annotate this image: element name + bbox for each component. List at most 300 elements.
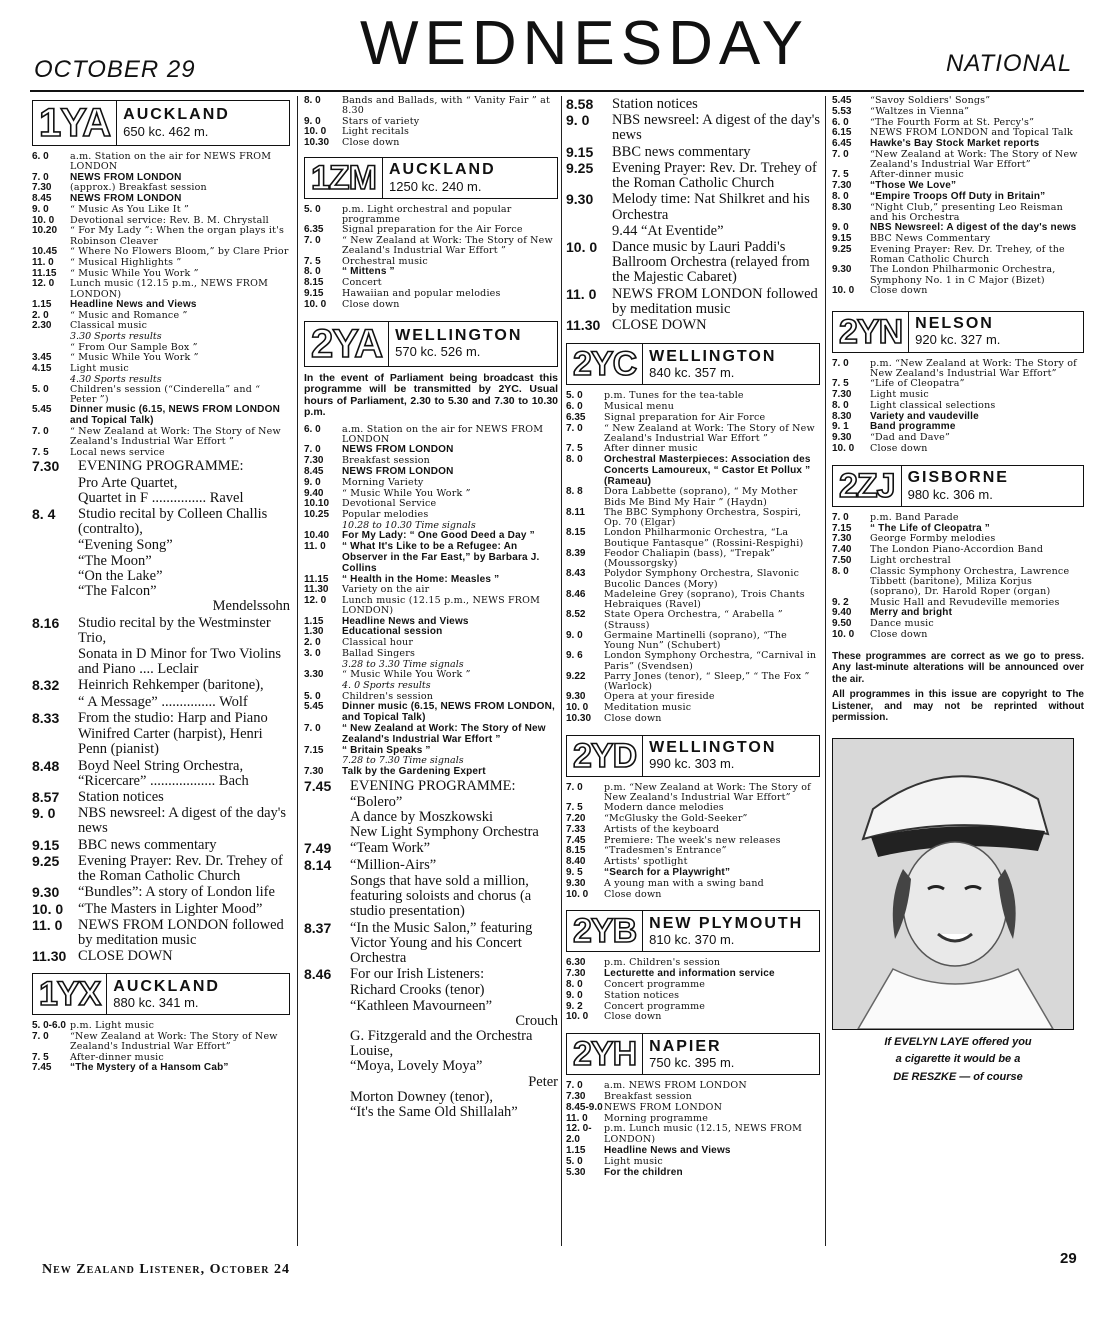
programme-time: 8. 8 (566, 486, 583, 498)
programme-title: “Tradesmen's Entrance” (604, 845, 727, 857)
programme-time: 8.40 (566, 856, 586, 868)
programme-list (304, 205, 558, 311)
programme-list (32, 1021, 290, 1074)
page-number: 29 (1060, 1250, 1077, 1267)
programme-title: “Empire Troops Off Duty in Britain” (870, 191, 1046, 203)
programme-list (832, 513, 1084, 641)
programme-time: 6. 0 (32, 151, 49, 162)
programme-detail: 10.28 to 10.30 Time signals (342, 519, 476, 531)
programme-title: Variety and vaudeville (870, 410, 979, 422)
programme-row (304, 596, 558, 617)
programme-title: Signal preparation for Air Force (604, 411, 766, 423)
programme-title: “Life of Cleopatra” (870, 378, 965, 390)
programme-row (566, 113, 820, 143)
programme-time: 9.25 (566, 159, 594, 176)
programme-title: Signal preparation for the Air Force (342, 224, 523, 236)
programme-title: “Team Work” (350, 840, 431, 857)
programme-title: Educational session (342, 626, 443, 638)
programme-time: 10.10 (304, 498, 330, 510)
programme-detail: G. Fitzgerald and the Orchestra Louise, (350, 1028, 533, 1060)
programme-time: 9.50 (832, 618, 852, 630)
programme-title: “ The Life of Cleopatra ” (870, 522, 991, 534)
programme-row (32, 1063, 290, 1074)
programme-time: 8.15 (304, 277, 324, 289)
programme-title: Station notices (78, 788, 164, 805)
station-banner-1zm (304, 157, 558, 199)
programme-time: 8.30 (832, 201, 852, 213)
programme-time: 9. 0 (566, 629, 583, 641)
programme-title: Dinner music (6.15, NEWS FROM LONDON, and Topical Talk) (342, 701, 555, 724)
programme-detail: “Bolero” (350, 793, 403, 810)
programme-title: BBC news commentary (78, 836, 217, 853)
programme-time: 1.15 (32, 298, 52, 310)
programme-row (566, 1168, 820, 1179)
press-disclaimer: These programmes are correct as we go to press. Any last-minute alterations will be announced over the air. (832, 650, 1084, 685)
programme-title: After dinner music (604, 443, 698, 455)
station-banner-2yc (566, 343, 820, 385)
programme-time: 9.30 (832, 432, 852, 444)
programme-row (304, 205, 558, 226)
programme-title: Heinrich Rehkemper (baritone), (78, 677, 264, 694)
station-frequency: 920 kc. 327 m. (915, 332, 1001, 348)
programme-row (832, 203, 1084, 224)
programme-row (32, 678, 290, 693)
programme-detail: “On the Lake” (78, 567, 163, 584)
programme-title: “ Britain Speaks ” (342, 744, 431, 756)
programme-list (566, 391, 820, 724)
programme-time: 9.15 (566, 143, 594, 160)
programme-title: Light classical selections (870, 399, 996, 411)
programme-time: 7. 0 (304, 444, 321, 456)
programme-time: 9. 0 (32, 805, 56, 822)
programme-title: Devotional service: Rev. B. M. Chrystall (70, 214, 269, 226)
programme-title: “Search for a Playwright” (604, 867, 731, 879)
programme-title: Breakfast session (604, 1091, 692, 1102)
programme-title: NBS Newsreel: A digest of the day's news (870, 222, 1077, 234)
programme-row (832, 359, 1084, 380)
station-callsign: 1YA (33, 101, 117, 145)
programme-time: 9. 6 (566, 650, 583, 662)
programme-title: NBS newsreel: A digest of the day's news (78, 805, 287, 837)
programme-time: 6.30 (566, 957, 586, 969)
programme-detail: A dance by Moszkowski (350, 808, 493, 825)
caption-line: DE RESZKE — of course (893, 1070, 1023, 1083)
programme-title: “ Mittens ” (342, 266, 395, 278)
station-name: AUCKLAND (123, 106, 230, 124)
programme-title: Close down (604, 1011, 662, 1023)
programme-title: Studio recital by Colleen Challis (contralto), (78, 506, 268, 538)
programme-title: Feodor Chaliapin (bass), “Trepak” (Moussorgsky) (604, 547, 776, 570)
programme-row (32, 427, 290, 448)
programme-time: 7. 5 (32, 1051, 49, 1063)
programme-time: 7.30 (832, 389, 852, 401)
footer-publication: New Zealand Listener, October 24 (42, 1262, 291, 1277)
programme-row (32, 759, 290, 789)
programme-row (304, 858, 558, 873)
programme-time: 8.15 (566, 845, 586, 857)
programme-list (566, 958, 820, 1023)
programme-title: Local news service (70, 446, 165, 458)
programme-detail: “The Falcon” (78, 583, 157, 600)
programme-time: 7. 5 (566, 802, 583, 814)
programme-title: Polydor Symphony Orchestra, Slavonic Bucolic Dances (Mory) (604, 568, 800, 590)
programme-title: Close down (342, 137, 400, 149)
programme-row (566, 528, 820, 549)
programme-row (832, 444, 1084, 455)
programme-title: “McGlusky the Gold-Seeker” (604, 813, 748, 825)
programme-title: Morning Variety (342, 476, 424, 488)
programme-detail: 3.30 Sports results (70, 331, 162, 343)
programme-time: 9. 0 (32, 203, 49, 215)
programme-time: 10. 0 (832, 628, 855, 640)
programme-title: CLOSE DOWN (78, 948, 173, 965)
programme-row (832, 567, 1084, 598)
programme-time: 10. 0 (304, 126, 327, 138)
programme-title: Modern dance melodies (604, 802, 724, 814)
programme-detail: 4. 0 Sports results (342, 680, 431, 692)
programme-time: 11. 0 (304, 541, 326, 553)
programme-title: “ From Our Sample Box ” (70, 341, 198, 353)
programme-list (32, 152, 290, 964)
programme-row (32, 152, 290, 173)
programme-time: 5. 0 (304, 203, 321, 215)
column-1 (32, 96, 290, 1074)
programme-title: Lunch music (12.15 p.m., NEWS FROM LONDON) (70, 278, 269, 300)
programme-row (566, 487, 820, 508)
programme-time: 10. 0 (304, 298, 327, 310)
programme-row (32, 711, 290, 726)
programme-time: 7.20 (566, 813, 586, 825)
programme-title: London Symphony Orchestra, “Carnival in Paris” (Svendsen) (604, 650, 817, 672)
programme-time: 9. 2 (566, 1000, 583, 1012)
programme-title: Classical hour (342, 637, 414, 649)
programme-time: 3.45 (32, 351, 52, 363)
station-frequency: 990 kc. 303 m. (649, 756, 735, 772)
programme-time: 8. 0 (832, 191, 849, 203)
programme-time: 2. 0 (304, 637, 321, 649)
programme-title: “ Health in the Home: Measles ” (342, 573, 500, 585)
programme-time: 6. 0 (832, 116, 849, 128)
programme-time: 6. 0 (566, 401, 583, 413)
programme-time: 9.25 (832, 243, 852, 255)
programme-time: 9.40 (832, 607, 852, 619)
programme-title: The London Piano-Accordion Band (870, 544, 1044, 556)
programme-time: 6.35 (304, 224, 324, 236)
programme-time: 7.30 (304, 765, 324, 777)
programme-time: 2.30 (32, 320, 52, 332)
programme-row (304, 300, 558, 311)
programme-time: 8.46 (566, 588, 586, 600)
station-banner-2yn (832, 311, 1084, 353)
programme-time: 11. 0 (566, 285, 597, 302)
programme-title: “The Masters in Lighter Mood” (78, 900, 263, 917)
station-callsign: 1YX (33, 974, 107, 1014)
programme-time: 9.25 (32, 852, 60, 869)
programme-title: “Bundles”: A story of London life (78, 884, 275, 901)
programme-title: Light recitals (342, 126, 410, 138)
programme-time: 7. 0 (832, 511, 849, 523)
programme-row (32, 790, 290, 805)
programme-time: 10. 0 (832, 443, 855, 455)
programme-time: 12. 0 (32, 278, 55, 290)
programme-detail: 4.30 Sports results (70, 373, 162, 385)
programme-time: 7. 0 (566, 422, 583, 434)
programme-title: George Formby melodies (870, 533, 996, 545)
programme-time: 1.30 (304, 626, 324, 638)
programme-title: Children's session (342, 690, 434, 702)
programme-time: 8.33 (32, 709, 60, 726)
programme-time: 10.40 (304, 530, 330, 542)
programme-title: Headline News and Views (342, 615, 469, 627)
programme-time: 7.40 (832, 544, 852, 556)
programme-detail: “ A Message” ............... Wolf (78, 693, 248, 710)
station-banner-1ya (32, 100, 290, 146)
programme-title: Merry and bright (870, 607, 953, 619)
header-day: WEDNESDAY (360, 9, 810, 78)
programme-time: 8.48 (32, 757, 60, 774)
programme-time: 8.52 (566, 609, 586, 621)
column-4 (832, 96, 1084, 1087)
column-divider (297, 96, 298, 1246)
programme-time: 8.39 (566, 547, 586, 559)
programme-title: “ New Zealand at Work: The Story of New Zealand's Industrial War Effort ” (342, 722, 546, 745)
station-name: AUCKLAND (389, 161, 496, 179)
programme-title: p.m. Lunch music (12.15, NEWS FROM LONDON) (604, 1123, 803, 1145)
programme-time: 7.49 (304, 840, 332, 857)
programme-row (304, 767, 558, 778)
programme-title: A young man with a swing band (604, 877, 764, 889)
parliament-notice: In the event of Parliament being broadcast this programme will be transmitted by 2YC. Usual hours of Parliament, 2.30 to 5.30 and 7.30 to 10.30 p.m. (304, 371, 558, 419)
programme-title: CLOSE DOWN (612, 317, 707, 334)
programme-time: 5.45 (832, 95, 852, 106)
station-frequency: 880 kc. 341 m. (113, 995, 199, 1011)
programme-time: 8.11 (566, 506, 585, 518)
programme-detail: New Light Symphony Orchestra (350, 824, 539, 841)
programme-row (32, 405, 290, 427)
programme-time: 11. 0 (32, 256, 54, 268)
programme-time: 7.15 (304, 744, 324, 756)
programme-row (32, 364, 290, 375)
programme-title: “ Music While You Work ” (70, 351, 199, 363)
programme-time: 8. 4 (32, 506, 56, 523)
station-name: NAPIER (649, 1037, 722, 1055)
programme-title: Concert (342, 277, 382, 289)
programme-time: 5. 0-6.0 (32, 1020, 66, 1032)
programme-time: 6. 0 (304, 423, 321, 435)
programme-row (304, 542, 558, 574)
programme-title: “ For My Lady ”: When the organ plays it's Robinson Cleaver (70, 225, 285, 247)
caption-line: a cigarette it would be a (895, 1053, 1021, 1066)
column-2 (304, 96, 558, 1120)
programme-row (304, 841, 558, 856)
programme-row (832, 630, 1084, 641)
programme-row (32, 902, 290, 917)
programme-title: “Savoy Soldiers' Songs” (870, 95, 991, 106)
programme-time: 10. 0 (566, 1011, 589, 1023)
programme-list (832, 96, 1084, 297)
programme-row (566, 161, 820, 191)
programme-title: “ Musical Highlights ” (70, 256, 182, 268)
programme-title: Devotional Service (342, 498, 437, 510)
programme-title: Musical menu (604, 401, 675, 413)
programme-title: p.m. Band Parade (870, 511, 959, 523)
programme-row (566, 240, 820, 286)
programme-time: 8.15 (566, 527, 586, 539)
programme-title: “New Zealand at Work: The Story of New Zealand's Industrial War Effort” (70, 1031, 278, 1053)
programme-time: 2. 0 (32, 309, 49, 321)
programme-row (566, 287, 820, 317)
programme-row (304, 138, 558, 149)
programme-row (566, 192, 820, 222)
programme-title: p.m. “New Zealand at Work: The Story of New Zealand's Industrial War Effort” (870, 357, 1077, 380)
programme-row (566, 549, 820, 570)
programme-title: Ballad Singers (342, 648, 416, 660)
programme-time: 11.30 (32, 948, 67, 965)
programme-detail: Richard Crooks (tenor) (350, 982, 485, 999)
programme-time: 10. 0 (32, 214, 55, 226)
programme-title: The BBC Symphony Orchestra, Sospiri, Op. 70 (Elgar) (604, 506, 802, 529)
programme-detail: 9.44 “At Eventide” (612, 222, 724, 239)
programme-title: p.m. “New Zealand at Work: The Story of New Zealand's Industrial War Effort” (604, 781, 811, 803)
column-divider (825, 96, 826, 1246)
programme-list (566, 783, 820, 901)
programme-time: 8.14 (304, 856, 332, 873)
programme-row (566, 651, 820, 672)
programme-time: 9.30 (566, 877, 586, 889)
programme-time: 8.43 (566, 568, 586, 580)
programme-time: 10. 0 (566, 888, 589, 900)
programme-title: Variety on the air (342, 584, 430, 596)
programme-title: NEWS FROM LONDON (342, 444, 454, 456)
programme-title: Concert programme (604, 979, 706, 991)
programme-title: “ Music While You Work ” (342, 669, 471, 681)
programme-time: 5.30 (566, 1166, 586, 1178)
programme-time: 8. 0 (566, 979, 583, 991)
programme-time: 9.40 (304, 487, 324, 499)
programme-time: 9.30 (566, 191, 594, 208)
programme-time: 5. 0 (566, 1155, 583, 1167)
programme-time: 1.15 (304, 615, 324, 627)
programme-title: Dinner music (6.15, NEWS FROM LONDON and Topical Talk) (70, 404, 281, 427)
programme-title: Melody time: Nat Shilkret and his Orchestra (612, 191, 810, 223)
header-rule (30, 90, 1084, 92)
programme-detail: Sonata in D Minor for Two Violins and Piano .... Leclair (78, 646, 281, 678)
programme-title: “ Music As You Like It ” (70, 203, 190, 215)
station-frequency: 810 kc. 370 m. (649, 932, 735, 948)
programme-row (566, 455, 820, 487)
programme-row (32, 854, 290, 884)
programme-title: Lecturette and information service (604, 968, 775, 980)
programme-row (566, 424, 820, 445)
programme-row (566, 569, 820, 590)
programme-detail: Songs that have sold a million, featuring soloists and chorus (a studio presentation) (350, 872, 532, 920)
programme-row (566, 145, 820, 160)
programme-title: Close down (870, 284, 928, 296)
programme-time: 10. 0 (832, 284, 855, 296)
programme-time: 8.45-9.0 (566, 1101, 603, 1113)
programme-detail: “Evening Song” (78, 537, 173, 554)
programme-time: 7. 0 (304, 722, 321, 734)
station-name: GISBORNE (907, 469, 1009, 487)
programme-time: 10. 0 (32, 900, 64, 917)
programme-title: “Night Club,” presenting Leo Reisman and his Orchestra (870, 201, 1063, 224)
station-name: WELLINGTON (649, 347, 777, 365)
programme-detail: “The Moon” (78, 552, 152, 569)
programme-row (32, 949, 290, 964)
station-frequency: 570 kc. 526 m. (395, 344, 481, 360)
programme-row (304, 425, 558, 446)
programme-title: “Waltzes in Vienna” (870, 105, 970, 117)
programme-title: a.m. Station on the air for NEWS FROM LONDON (70, 151, 272, 173)
programme-time: 5.45 (32, 404, 52, 416)
programme-title: After-dinner music (870, 169, 964, 181)
programme-title: Madeleine Grey (soprano), Trois Chants Hebraiques (Ravel) (604, 588, 805, 611)
programme-time: 8.58 (566, 96, 594, 112)
programme-title: Close down (604, 712, 662, 724)
programme-title: Close down (870, 443, 928, 455)
programme-time: 7.30 (832, 180, 852, 192)
programme-list (832, 359, 1084, 455)
station-frequency: 750 kc. 395 m. (649, 1054, 735, 1070)
programme-time: 3. 0 (304, 648, 321, 660)
programme-detail: “It's the Same Old Shillalah” (350, 1104, 518, 1121)
programme-title: Headline News and Views (70, 298, 197, 310)
station-frequency: 980 kc. 306 m. (907, 486, 993, 502)
programme-time: 9. 0 (566, 112, 590, 129)
programme-detail: Peter (528, 1073, 558, 1090)
programme-time: 7. 0 (32, 171, 49, 183)
programme-time: 7.30 (832, 533, 852, 545)
programme-title: Dance music by Lauri Paddi's Ballroom Orchestra (relayed from the Majestic Cabaret) (612, 238, 810, 286)
programme-title: Artists' spotlight (604, 856, 688, 868)
programme-time: 7. 0 (832, 148, 849, 160)
programme-row (566, 890, 820, 901)
programme-row (304, 921, 558, 967)
programme-row (832, 265, 1084, 286)
header-date: OCTOBER 29 (34, 56, 196, 83)
programme-title: Stars of variety (342, 115, 420, 127)
programme-detail: Pro Arte Quartet, (78, 474, 178, 491)
station-callsign: 2YH (567, 1034, 643, 1074)
programme-title: “ New Zealand at Work: The Story of New Zealand's Industrial War Effort ” (70, 426, 281, 448)
programme-title: Germaine Martinelli (soprano), “The Young Nun” (Schubert) (604, 629, 787, 652)
programme-time: 9.15 (832, 233, 852, 245)
programme-row (32, 258, 290, 269)
programme-row (304, 724, 558, 746)
programme-time: 9. 0 (304, 476, 321, 488)
programme-time: 11. 0 (32, 916, 63, 933)
programme-title: Light music (604, 1155, 663, 1167)
programme-time: 8. 0 (566, 453, 583, 465)
programme-title: Classic Symphony Orchestra, Lawrence Tibbett (baritone), Miliza Korjus (soprano), Dr. Harold Roper (organ) (870, 565, 1070, 598)
programme-time: 7.45 (32, 1062, 52, 1074)
programme-title: “ Music While You Work ” (342, 487, 471, 499)
programme-title: Talk by the Gardening Expert (342, 765, 486, 777)
programme-time: 6.35 (566, 411, 586, 423)
advertisement-photo (832, 738, 1074, 1030)
programme-title: Opera at your fireside (604, 691, 715, 703)
programme-title: “ Where No Flowers Bloom,” by Clare Prior (70, 245, 289, 257)
programme-title: Lunch music (12.15 p.m., NEWS FROM LONDON) (342, 595, 541, 617)
programme-time: 7.45 (566, 834, 586, 846)
station-callsign: 2YB (567, 911, 643, 951)
programme-title: For our Irish Listeners: (350, 966, 485, 983)
programme-time: 7.30 (566, 968, 586, 980)
programme-time: 7. 5 (566, 443, 583, 455)
copyright-notice: All programmes in this issue are copyright to The Listener, and may not be reprinted without permission. (832, 689, 1084, 724)
programme-row (832, 107, 1084, 118)
programme-row (566, 1157, 820, 1168)
